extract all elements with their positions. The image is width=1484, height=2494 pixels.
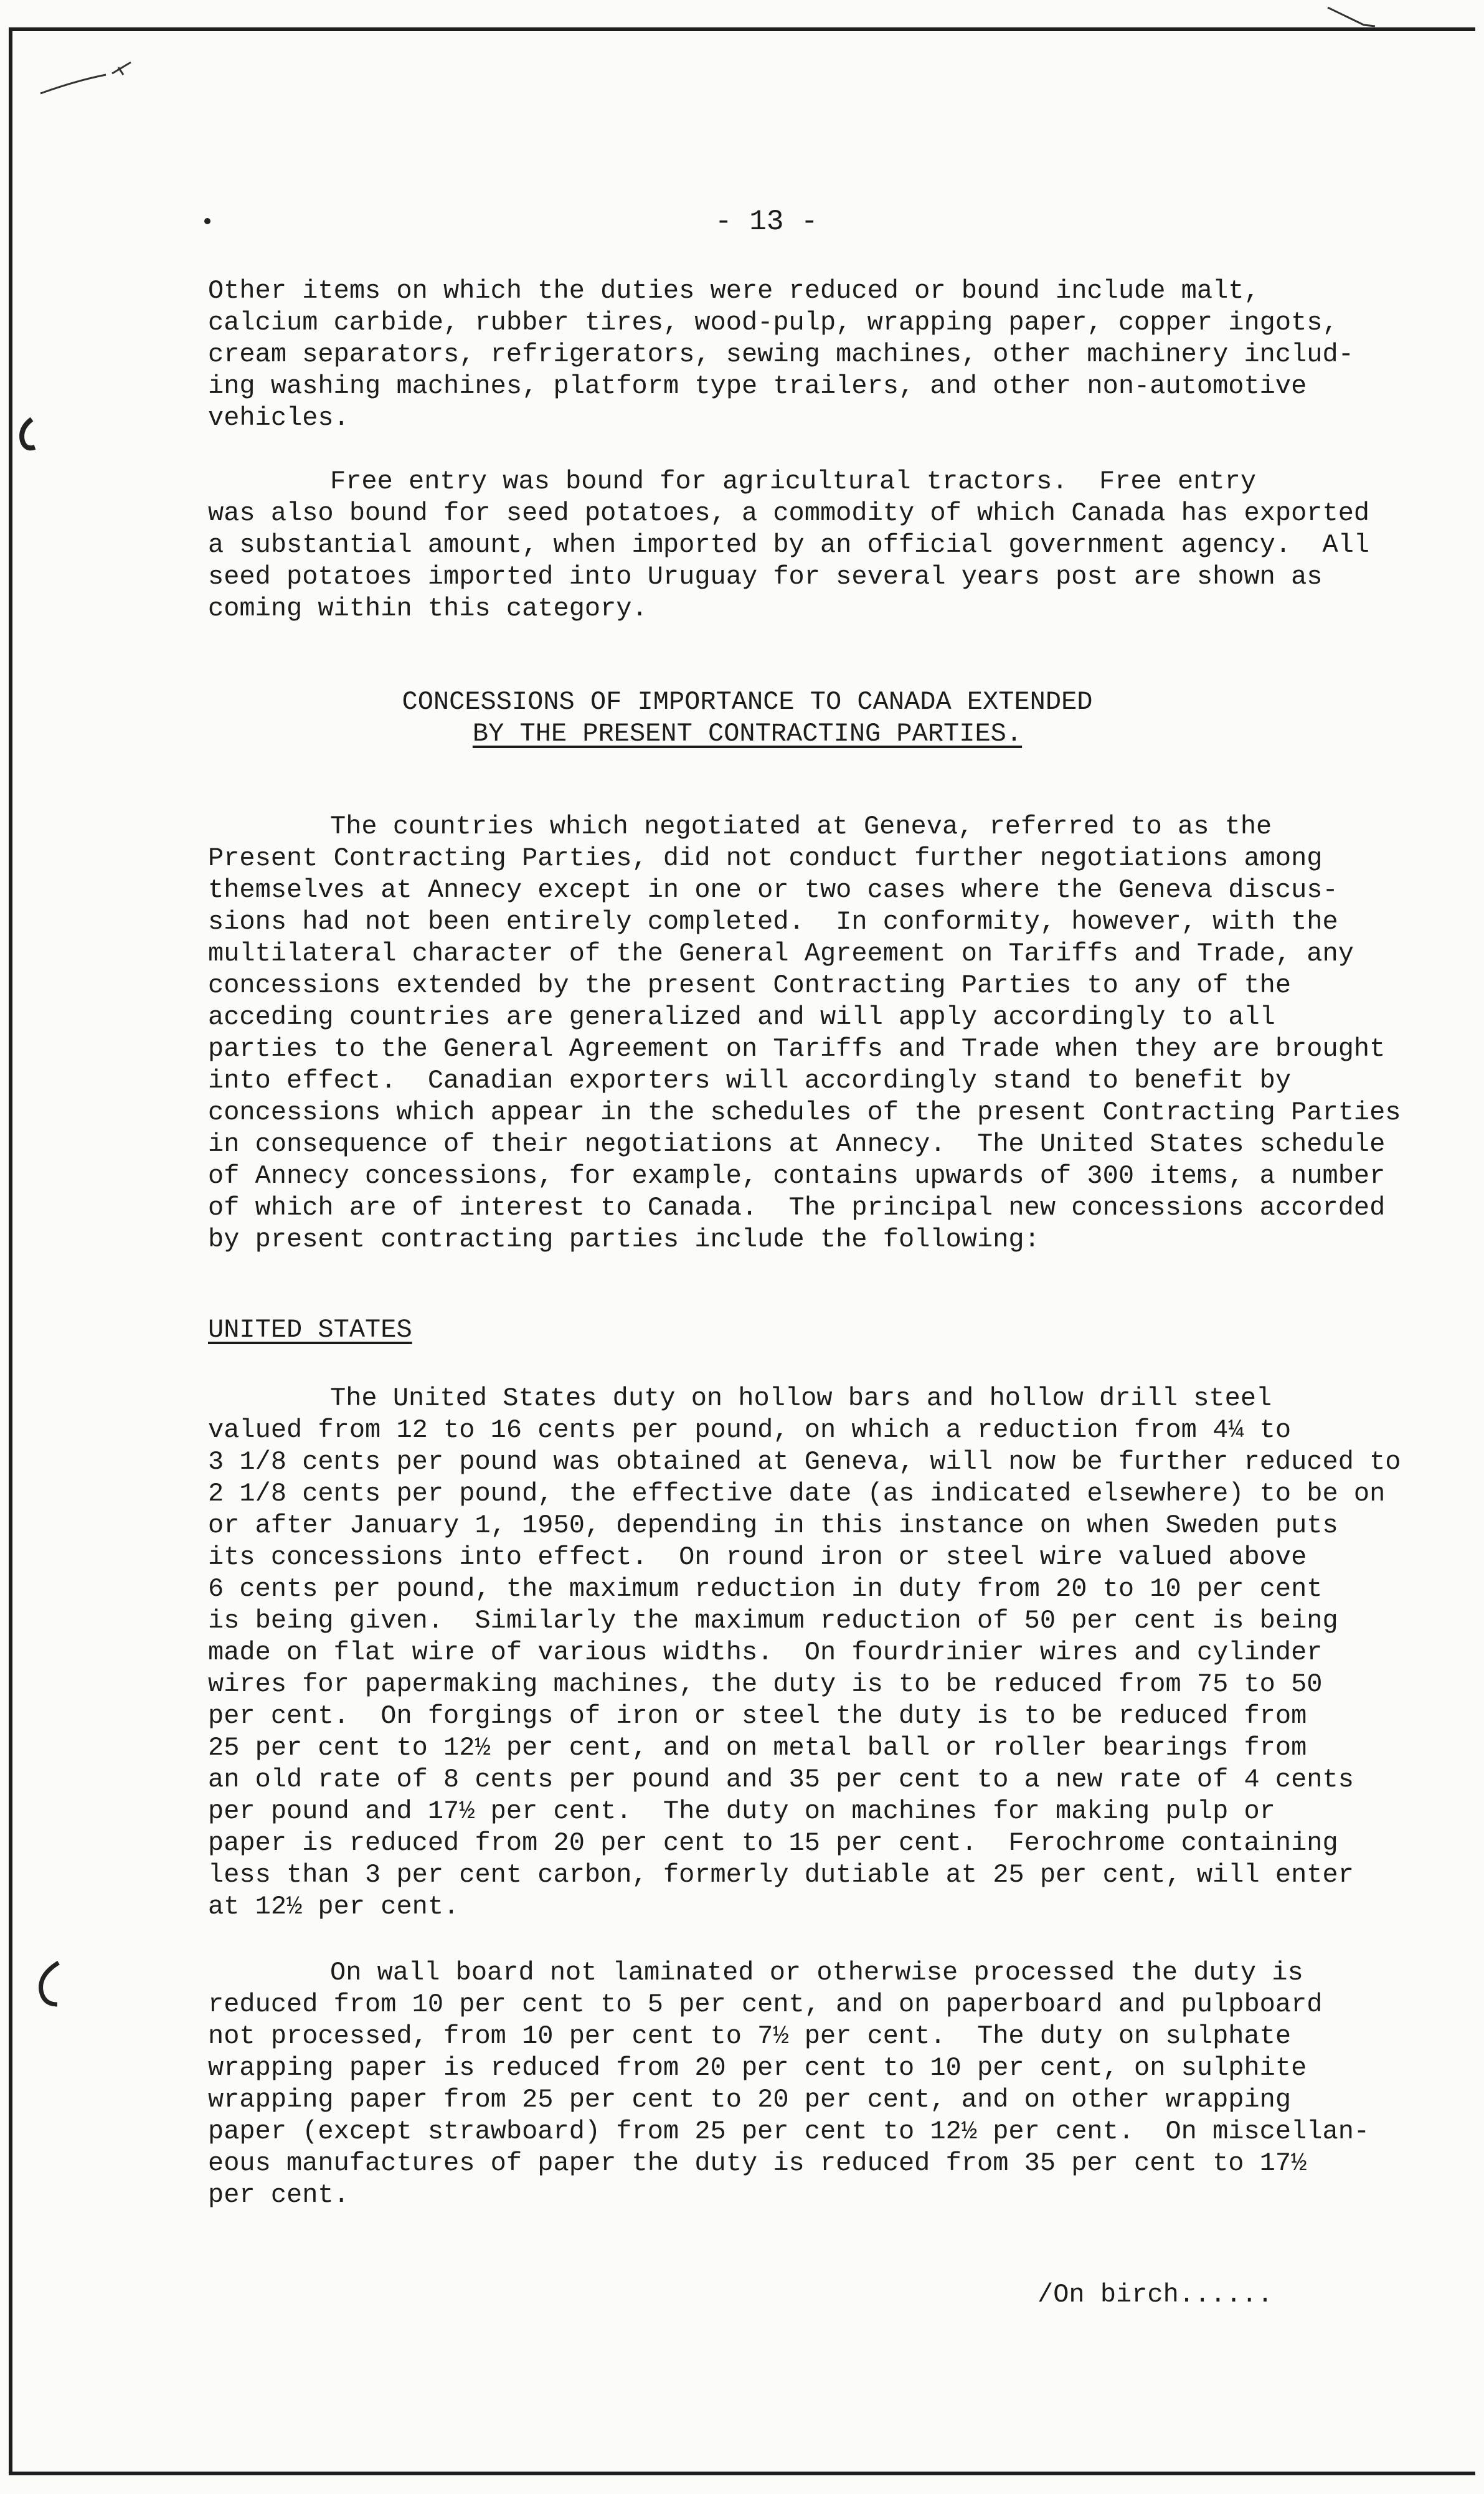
text-line: wires for papermaking machines, the duty is to be reduced from 75 to 50 — [208, 1669, 1323, 1699]
paragraph-free-entry — [208, 466, 1404, 625]
subheading-united-states: UNITED STATES — [208, 1315, 412, 1345]
text-line: Free entry was bound for agricultural tractors. Free entry — [330, 467, 1257, 496]
text-line: 2 1/8 cents per pound, the effective date (as indicated elsewhere) to be on — [208, 1479, 1386, 1509]
paragraph-paper-duties — [208, 1957, 1404, 2211]
text-line: was also bound for seed potatoes, a commodity of which Canada has exported — [208, 498, 1370, 528]
text-line: 25 per cent to 12½ per cent, and on metal ball or roller bearings from — [208, 1733, 1307, 1763]
text-line: sions had not been entirely completed. In conformity, however, with the — [208, 907, 1338, 937]
paragraph-other-items — [208, 275, 1404, 434]
text-line: concessions which appear in the schedules of the present Contracting Parties — [208, 1098, 1401, 1127]
text-line: 6 cents per pound, the maximum reduction in duty from 20 to 10 per cent — [208, 1574, 1323, 1604]
text-line: paper is reduced from 20 per cent to 15 per cent. Ferochrome containing — [208, 1828, 1338, 1858]
text-line: parties to the General Agreement on Tariffs and Trade when they are brought — [208, 1034, 1386, 1064]
text-line: wrapping paper is reduced from 20 per cent to 10 per cent, on sulphite — [208, 2053, 1307, 2083]
binder-hole-mark-lower — [34, 1960, 65, 2009]
text-line: On wall board not laminated or otherwise processed the duty is — [330, 1958, 1303, 1988]
text-line: by present contracting parties include the following: — [208, 1225, 1040, 1254]
stray-dot — [204, 218, 210, 224]
text-line: seed potatoes imported into Uruguay for several years post are shown as — [208, 562, 1323, 592]
text-line: cream separators, refrigerators, sewing machines, other machinery includ- — [208, 339, 1354, 369]
pen-mark-top-right — [1326, 6, 1376, 31]
text-line: wrapping paper from 25 per cent to 20 per cent, and on other wrapping — [208, 2085, 1292, 2115]
text-line: is being given. Similarly the maximum reduction of 50 per cent is being — [208, 1606, 1338, 1636]
text-line: concessions extended by the present Contracting Parties to any of the — [208, 970, 1292, 1000]
text-line: an old rate of 8 cents per pound and 35 per cent to a new rate of 4 cents — [208, 1765, 1354, 1795]
text-line: vehicles. — [208, 403, 349, 433]
text-line: per pound and 17½ per cent. The duty on machines for making pulp or — [208, 1796, 1275, 1826]
continuation-catchword: /On birch...... — [1037, 2280, 1274, 2310]
page-frame-bottom-rule — [9, 2472, 1475, 2475]
text-line: paper (except strawboard) from 25 per cent to 12½ per cent. On miscellan- — [208, 2117, 1370, 2146]
text-line: ing washing machines, platform type trailers, and other non-automotive — [208, 371, 1307, 401]
page-frame-left-rule — [9, 27, 12, 2475]
text-line: made on flat wire of various widths. On fourdrinier wires and cylinder — [208, 1638, 1323, 1667]
text-line: of Annecy concessions, for example, contains upwards of 300 items, a number — [208, 1161, 1386, 1191]
text-line: The United States duty on hollow bars and hollow drill steel — [330, 1383, 1272, 1413]
page-frame-top-rule — [9, 27, 1475, 31]
text-line: into effect. Canadian exporters will accordingly stand to benefit by — [208, 1066, 1292, 1096]
text-line: calcium carbide, rubber tires, wood-pulp, wrapping paper, copper ingots, — [208, 308, 1338, 338]
text-line: not processed, from 10 per cent to 7½ per cent. The duty on sulphate — [208, 2021, 1292, 2051]
text-line: per cent. — [208, 2180, 349, 2210]
text-line: Present Contracting Parties, did not conduct further negotiations among — [208, 843, 1323, 873]
text-line: Other items on which the duties were reduced or bound include malt, — [208, 276, 1260, 306]
text-line: valued from 12 to 16 cents per pound, on which a reduction from 4¼ to — [208, 1415, 1292, 1445]
text-line: at 12½ per cent. — [208, 1892, 460, 1922]
text-line: its concessions into effect. On round iron or steel wire valued above — [208, 1542, 1307, 1572]
text-line: multilateral character of the General Agreement on Tariffs and Trade, any — [208, 939, 1354, 969]
paragraph-contracting-parties — [208, 811, 1404, 1256]
text-line: 3 1/8 cents per pound was obtained at Geneva, will now be further reduced to — [208, 1447, 1401, 1477]
binder-hole-mark-upper — [16, 416, 41, 453]
text-line: The countries which negotiated at Geneva, referred to as the — [330, 812, 1272, 842]
text-line: a substantial amount, when imported by an official government agency. All — [208, 530, 1370, 560]
pen-mark-top-left — [37, 56, 137, 100]
text-line: less than 3 per cent carbon, formerly dutiable at 25 per cent, will enter — [208, 1860, 1354, 1890]
text-line: in consequence of their negotiations at Annecy. The United States schedule — [208, 1129, 1386, 1159]
heading-line: CONCESSIONS OF IMPORTANCE TO CANADA EXTENDED — [402, 687, 1093, 717]
text-line: per cent. On forgings of iron or steel the duty is to be reduced from — [208, 1701, 1307, 1731]
page-number: - 13 - — [715, 206, 818, 238]
text-line: of which are of interest to Canada. The principal new concessions accorded — [208, 1193, 1386, 1223]
text-line: acceding countries are generalized and will apply accordingly to all — [208, 1002, 1275, 1032]
section-heading — [374, 686, 1121, 750]
text-line: reduced from 10 per cent to 5 per cent, and on paperboard and pulpboard — [208, 1989, 1323, 2019]
text-line: or after January 1, 1950, depending in this instance on when Sweden puts — [208, 1510, 1338, 1540]
text-line: eous manufactures of paper the duty is reduced from 35 per cent to 17½ — [208, 2148, 1307, 2178]
heading-line: BY THE PRESENT CONTRACTING PARTIES. — [472, 719, 1023, 749]
text-line: themselves at Annecy except in one or two cases where the Geneva discus- — [208, 875, 1338, 905]
paragraph-united-states-duties — [208, 1383, 1404, 1923]
text-line: coming within this category. — [208, 594, 648, 624]
